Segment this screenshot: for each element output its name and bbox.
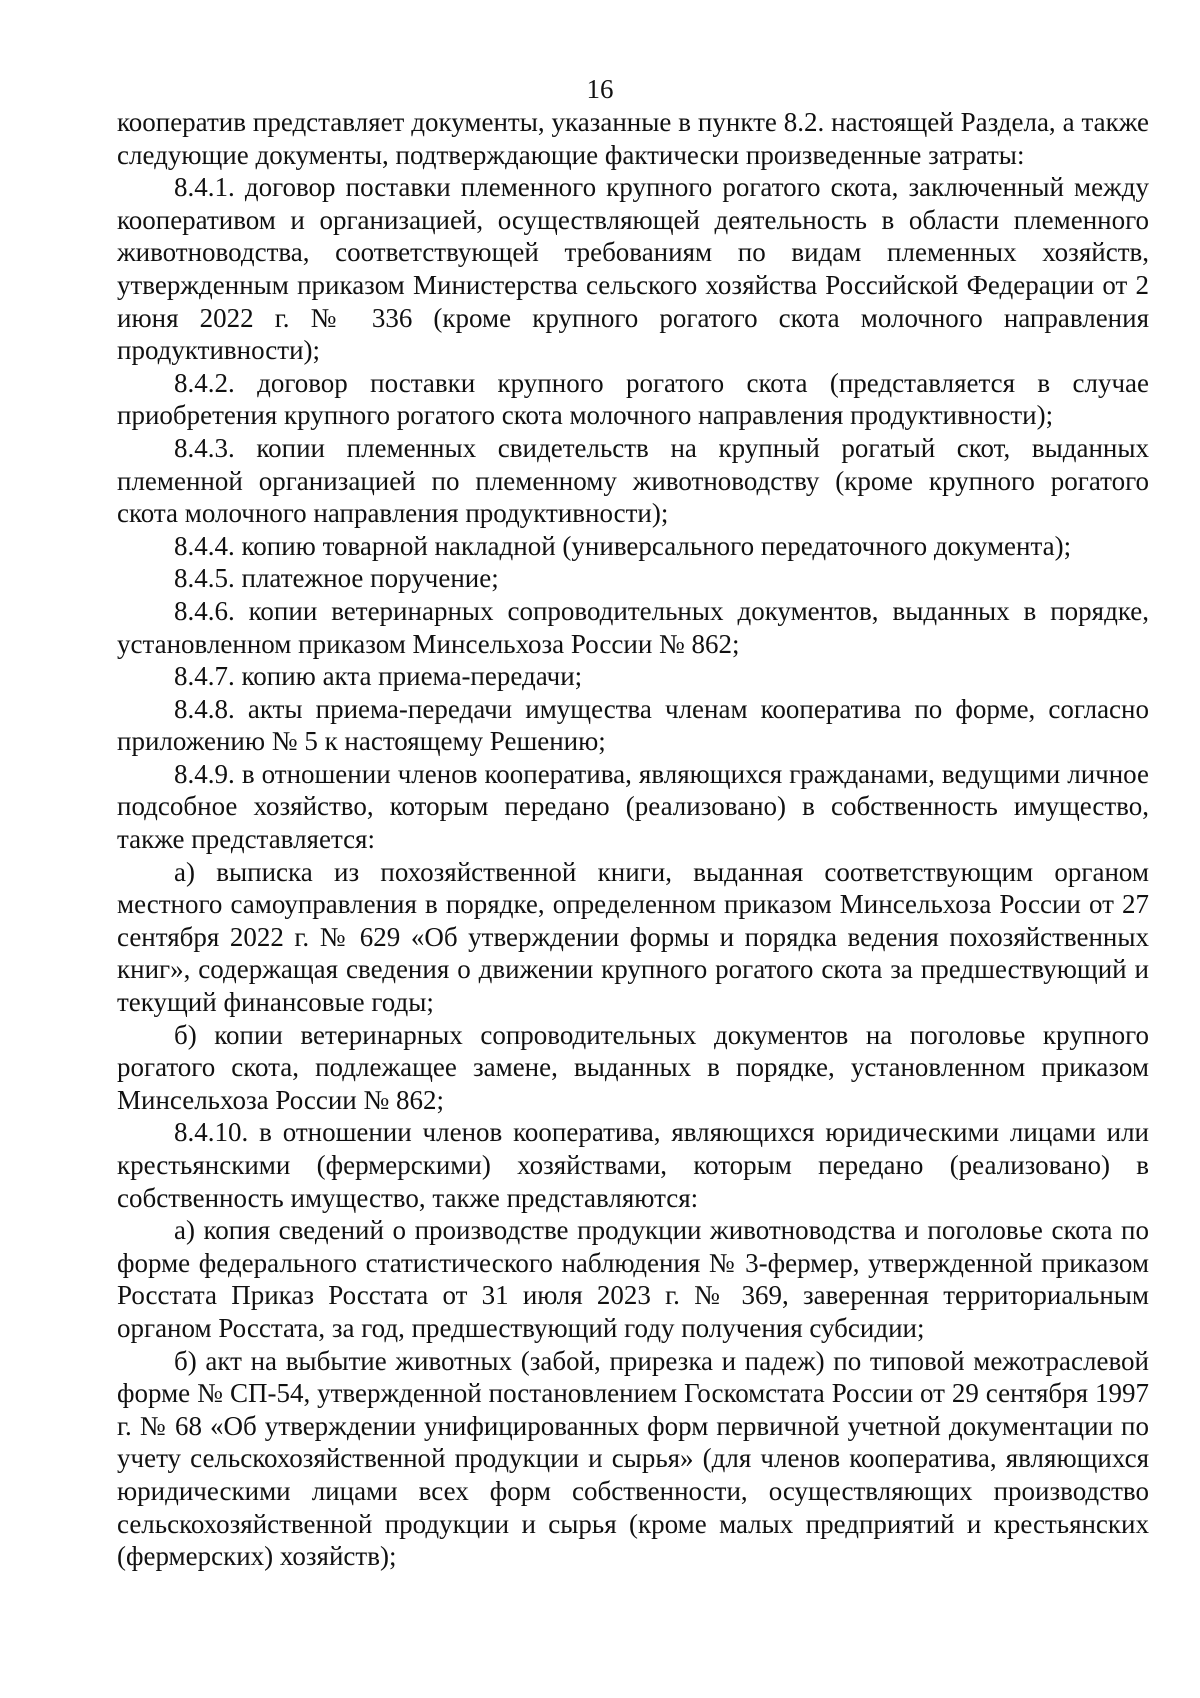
paragraph-8-4-5: 8.4.5. платежное поручение;: [174, 563, 499, 594]
paragraph-8-4-7: 8.4.7. копию акта приема-передачи;: [174, 661, 583, 692]
paragraph-8-4-8: 8.4.8. акты приема-передачи имущества членам кооператива по форме, согласно приложению № 5 к настоящему Решению;: [117, 693, 1149, 757]
paragraph-8-4-1: 8.4.1. договор поставки племенного крупного рогатого скота, заключенный между кооперативом и организацией, осуществляющей деятельность в области племенного животноводства, соответствующей требованиям по видам племенных хозяйств, утвержденным приказом Министерства сельского хозяйства Российской Федерации от 2 июня 2022 г. № 336 (кроме крупного рогатого скота молочного направления продуктивности);: [117, 172, 1149, 366]
page-number: 16: [586, 74, 614, 104]
paragraph-8-4-2: 8.4.2. договор поставки крупного рогатого скота (представляется в случае приобретения крупного рогатого скота молочного направления продуктивности);: [117, 367, 1149, 431]
paragraph-8-4-3: 8.4.3. копии племенных свидетельств на крупный рогатый скот, выданных племенной организацией по племенному животноводству (кроме крупного рогатого скота молочного направления продуктивности);: [117, 432, 1149, 529]
paragraph-8-4-10-b: б) акт на выбытие животных (забой, прирезка и падеж) по типовой межотраслевой форме № СП-54, утвержденной постановлением Госкомстата России от 29 сентября 1997 г. № 68 «Об утверждении унифицированных форм первичной учетной документации по учету сельскохозяйственной продукции и сырья» (для членов кооператива, являющихся юридическими лицами всех форм собственности, осуществляющих производство сельскохозяйственной продукции и сырья (кроме малых предприятий и крестьянских (фермерских) хозяйств);: [117, 1345, 1149, 1572]
document-body: [117, 106, 1149, 1573]
paragraph-8-4-6: 8.4.6. копии ветеринарных сопроводительных документов, выданных в порядке, установленном приказом Минсельхоза России № 862;: [117, 595, 1149, 659]
paragraph-8-4-9-b: б) копии ветеринарных сопроводительных документов на поголовье крупного рогатого скота, подлежащее замене, выданных в порядке, установленном приказом Минсельхоза России № 862;: [117, 1019, 1149, 1115]
paragraph-8-4-10-a: а) копия сведений о производстве продукции животноводства и поголовье скота по форме федерального статистического наблюдения № 3-фермер, утвержденной приказом Росстата Приказ Росстата от 31 июля 2023 г. № 369, заверенная территориальным органом Росстата, за год, предшествующий году получения субсидии;: [117, 1215, 1149, 1343]
paragraph-8-4-10: 8.4.10. в отношении членов кооператива, являющихся юридическими лицами или крестьянскими (фермерскими) хозяйствами, которым передано (реализовано) в собственность имущество, также представляются:: [117, 1117, 1149, 1213]
paragraph-8-4-9-a: а) выписка из похозяйственной книги, выданная соответствующим органом местного самоуправления в порядке, определенном приказом Минсельхоза России от 27 сентября 2022 г. № 629 «Об утверждении формы и порядка ведения похозяйственных книг», содержащая сведения о движении крупного рогатого скота за предшествующий и текущий финансовые годы;: [117, 856, 1149, 1018]
paragraph-8-4-9: 8.4.9. в отношении членов кооператива, являющихся гражданами, ведущими личное подсобное хозяйство, которым передано (реализовано) в собственность имущество, также представляется:: [117, 758, 1149, 855]
paragraph-8-4-4: 8.4.4. копию товарной накладной (универсального передаточного документа);: [174, 530, 1072, 561]
paragraph-continuation: кооператив представляет документы, указанные в пункте 8.2. настоящей Раздела, а также следующие документы, подтверждающие фактически произведенные затраты:: [117, 107, 1149, 170]
